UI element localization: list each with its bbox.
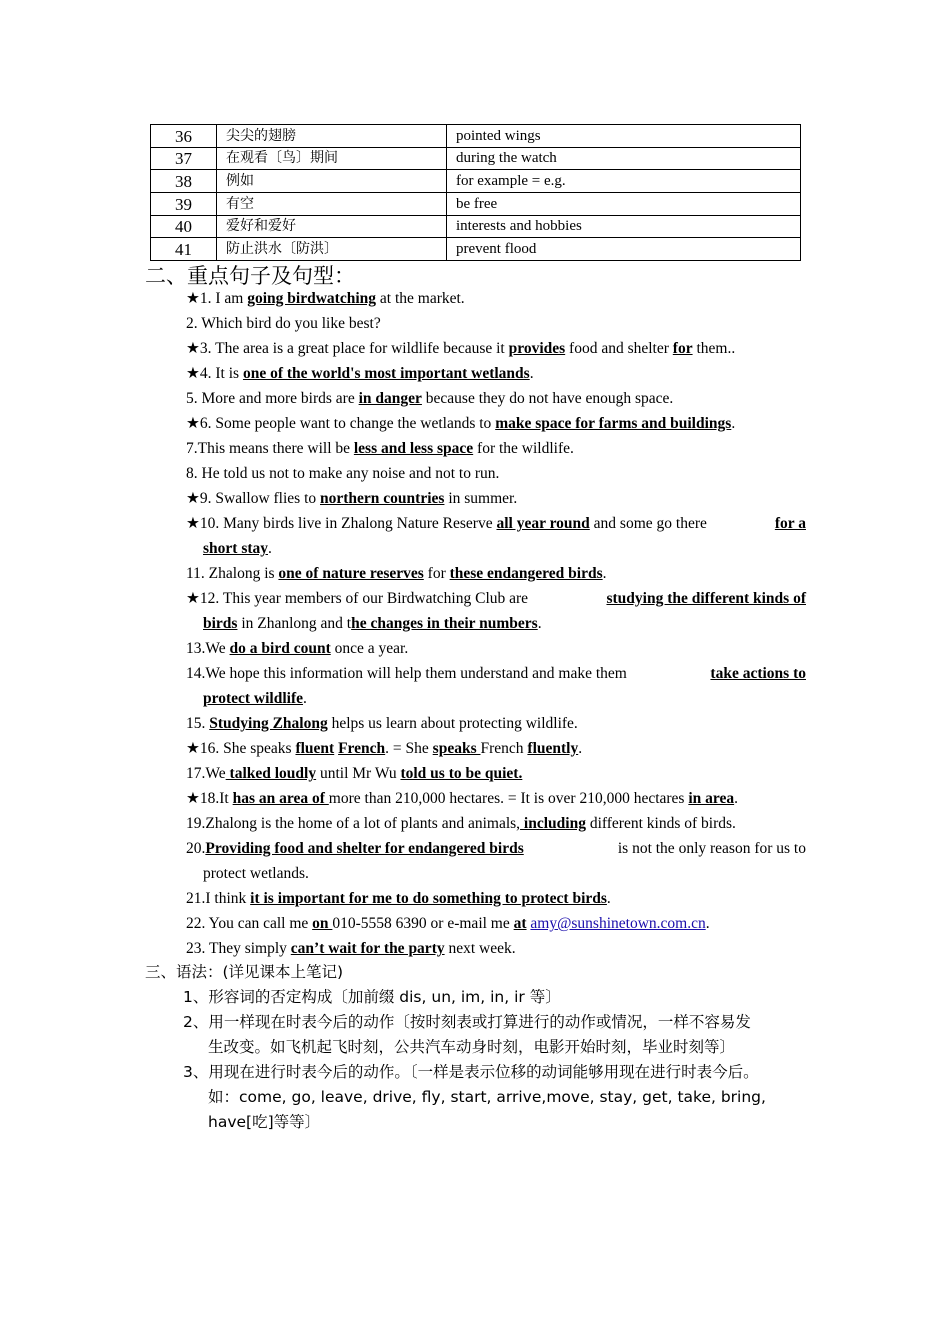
grammar-point-3-line-1: 3、用现在进行时表今后的动作。〔一样是表示位移的动词能够用现在进行时表今后。 <box>183 1063 759 1081</box>
table-row <box>151 238 801 261</box>
vocab-chinese: 有空 <box>217 193 447 216</box>
sentence-20: 20.Providing food and shelter for endangered birds is not the only reason for us to protect wetlands. <box>186 840 806 882</box>
sentence-15: 15. Studying Zhalong helps us learn about protecting wildlife. <box>186 715 578 732</box>
vocab-english: pointed wings <box>447 125 801 148</box>
sentence-13: 13.We do a bird count once a year. <box>186 640 409 657</box>
vocab-number: 40 <box>151 215 217 238</box>
sentence-1: ★1. I am going birdwatching at the market. <box>186 290 465 307</box>
sentence-2: 2. Which bird do you like best? <box>186 315 381 332</box>
table-row <box>151 125 801 148</box>
sentence-22: 22. You can call me on 010-5558 6390 or e-mail me at amy@sunshinetown.com.cn. <box>186 915 710 932</box>
sentence-16: ★16. She speaks fluent French. = She speaks French fluently. <box>186 740 583 757</box>
vocab-chinese: 在观看〔鸟〕期间 <box>217 147 447 170</box>
table-row <box>151 215 801 238</box>
sentence-4: ★4. It is one of the world's most important wetlands. <box>186 365 534 382</box>
sentence-7: 7.This means there will be less and less space for the wildlife. <box>186 440 574 457</box>
grammar-point-2-line-1: 2、用一样现在时表今后的动作〔按时刻表或打算进行的动作或情况，一样不容易发 <box>183 1013 751 1031</box>
sentence-17: 17.We talked loudly until Mr Wu told us to be quiet. <box>186 765 523 782</box>
sentence-14: 14.We hope this information will help them understand and make them take actions to protect wildlife. <box>186 665 806 707</box>
sentence-18: ★18.It has an area of more than 210,000 hectares. = It is over 210,000 hectares in area. <box>186 790 738 807</box>
vocab-number: 37 <box>151 147 217 170</box>
vocab-english: during the watch <box>447 147 801 170</box>
vocab-chinese: 爱好和爱好 <box>217 215 447 238</box>
vocab-english: prevent flood <box>447 238 801 261</box>
vocab-chinese: 例如 <box>217 170 447 193</box>
grammar-point-1: 1、形容词的否定构成〔加前缀 dis, un, im, in, ir 等〕 <box>183 988 561 1006</box>
sentence-19: 19.Zhalong is the home of a lot of plants and animals, including different kinds of birds. <box>186 815 736 832</box>
sentence-3: ★3. The area is a great place for wildlife because it provides food and shelter for them.. <box>186 340 736 357</box>
grammar-point-3-line-2: 如：come, go, leave, drive, fly, start, arrive,move, stay, get, take, bring, have[吃]等等〕 <box>208 1088 766 1131</box>
grammar-point-2-line-2: 生改变。如飞机起飞时刻，公共汽车动身时刻，电影开始时刻，毕业时刻等〕 <box>208 1038 736 1056</box>
vocab-number: 36 <box>151 125 217 148</box>
sentence-23: 23. They simply can’t wait for the party next week. <box>186 940 516 957</box>
sentence-11: 11. Zhalong is one of nature reserves for these endangered birds. <box>186 565 607 582</box>
vocab-english: interests and hobbies <box>447 215 801 238</box>
vocabulary-table <box>150 124 801 261</box>
sentence-21: 21.I think it is important for me to do something to protect birds. <box>186 890 611 907</box>
sentence-8: 8. He told us not to make any noise and not to run. <box>186 465 500 482</box>
email-link[interactable]: amy@sunshinetown.com.cn <box>530 915 706 932</box>
section-3-heading: 三、语法：(详见课本上笔记) <box>145 963 344 981</box>
vocab-chinese: 防止洪水〔防洪〕 <box>217 238 447 261</box>
sentence-6: ★6. Some people want to change the wetlands to make space for farms and buildings. <box>186 415 736 432</box>
vocab-number: 39 <box>151 193 217 216</box>
vocab-number: 38 <box>151 170 217 193</box>
section-2-heading: 二、重点句子及句型： <box>145 264 355 288</box>
grammar-point-2 <box>183 1010 823 1060</box>
table-row <box>151 170 801 193</box>
sentence-5: 5. More and more birds are in danger because they do not have enough space. <box>186 390 674 407</box>
table-row <box>151 147 801 170</box>
vocab-number: 41 <box>151 238 217 261</box>
table-row <box>151 193 801 216</box>
vocab-chinese: 尖尖的翅膀 <box>217 125 447 148</box>
grammar-point-3 <box>183 1060 823 1135</box>
sentence-10: ★10. Many birds live in Zhalong Nature Reserve all year round and some go there for a short stay. <box>186 515 806 557</box>
vocab-english: be free <box>447 193 801 216</box>
vocab-english: for example = e.g. <box>447 170 801 193</box>
sentence-12: ★12. This year members of our Birdwatching Club are studying the different kinds of birds in Zhanlong and the changes in their numbers. <box>186 590 806 632</box>
sentence-9: ★9. Swallow flies to northern countries in summer. <box>186 490 518 507</box>
